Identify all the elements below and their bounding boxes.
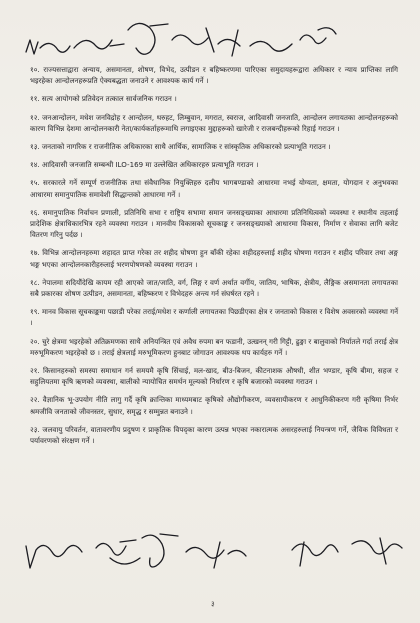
demands-list	[30, 64, 398, 453]
list-item: २१. किसानहरुको समस्या समाधान गर्न समयमै कृषि सिंचाई, मल-खाद, बीउ-बिजन, कीटनाशक औषधी, शीत भण्डार, कृषि बीमा, सहज र सहुलियतमा कृषि ऋणको व्यवस्था, बालीको न्यायोचित समर्थन मूल्यको निर्धारण र कृषि बजारको व्यवस्था गराउन ।	[30, 366, 398, 387]
item-number: २०	[30, 336, 38, 346]
item-number: २३	[30, 424, 38, 434]
item-text: समानुपातिक निर्वाचन प्रणाली, प्रतिनिधि सभा र राष्ट्रिय सभामा समान जनसङ्ख्याका आधारमा प्रतिनिधित्वको व्यवस्था र स्थानीय तहलाई प्रादेशिक क्षेत्राधिकारभित्र रहने व्यवस्था गराउन । मानवीय विकासको सूचकाङ्क र जनसङ्ख्याको आधारमा विकास, निर्माण र सेवाका लागि बजेट वितरण गरिनु पर्दछ ।	[30, 207, 398, 240]
item-text: जलवायु परिवर्तन, वातावरणीय प्रदुषण र प्राकृतिक विपद्का कारण उत्पन्न भएका नकारात्मक असरहरुलाई नियन्त्रण गर्ने, जैविक विविधता र पर्यावरणको संरक्षण गर्ने ।	[30, 424, 398, 446]
item-text: जनताको नागरिक र राजनीतिक अधिकारका साथै आर्थिक, सामाजिक र सांस्कृतिक अधिकारको प्रत्याभूति गराउन ।	[41, 142, 331, 152]
item-number: १३	[30, 142, 38, 152]
item-text: सत्य आयोगको प्रतिवेदन तत्काल सार्वजनिक गराउन ।	[41, 94, 177, 104]
item-number: २२	[30, 395, 38, 405]
item-text: राज्यसत्ताद्वारा अन्याय, असमानता, शोषण, विभेद, उत्पीडन र बहिष्करणमा पारिएका समुदायहरूद्वारा अधिकार र न्याय प्राप्तिका लागि भइरहेका आन्दोलनहरूप्रति ऐक्यबद्धता जनाउने र आवश्यक कार्य गर्ने ।	[30, 65, 398, 86]
list-item: १५. सरकारले गर्ने सम्पूर्ण राजनीतिक तथा संवैधानिक नियुक्तिहरु दलीय भागबण्डाको आधारमा नभई योग्यता, क्षमता, योगदान र अनुभवका आधारमा समानुपातिक समावेशी सिद्धान्तको आधारमा गर्ने ।	[30, 178, 398, 199]
list-item: १८. नेपालमा सदियौंदेखि कायम रही आएको जात/जाति, वर्ग, लिङ्ग र वर्ण अर्थात वर्गीय, जातिय, भाषिक, क्षेत्रीय, लैङ्गिक असमानता लगायतका सबै प्रकारका शोषण उत्पीडन, असमानता, बहिष्करण र विभेदहरु अन्त्य गर्न संघर्षरत रहने ।	[30, 277, 398, 299]
item-number: १२	[30, 112, 38, 122]
item-number: १५	[30, 178, 38, 188]
item-number: १९	[30, 307, 38, 317]
item-number: १६	[30, 207, 38, 217]
item-text: सरकारले गर्ने सम्पूर्ण राजनीतिक तथा संवैधानिक नियुक्तिहरु दलीय भागबण्डाको आधारमा नभई योग्यता, क्षमता, योगदान र अनुभवका आधारमा समानुपातिक समावेशी सिद्धान्तको आधारमा गर्ने ।	[30, 178, 398, 199]
item-text: जनआन्दोलन, मधेश जनविद्रोह र आन्दोलन, थरुहट, लिम्बुवान, मगरात, स्वराज, आदिवासी जनजाति, आन्दोलन लगायतका आन्दोलनहरूको कारण विभिन्न देशमा आन्दोलनकारी नेता/कार्यकर्ताहरूमाथि लगाइएका मुद्दाहरूको खारेजी र राजबन्दीहरूको रिहाई गराउन ।	[30, 112, 398, 133]
item-text: मानव विकास सूचकाङ्कमा पछाडी परेका तराई/मधेश र कर्णाली लगायतका पिछडीएका क्षेत्र र जनताको विकास र विशेष अवसरको व्यवस्था गर्ने ।	[30, 307, 399, 328]
list-item: १३. जनताको नागरिक र राजनीतिक अधिकारका साथै आर्थिक, सामाजिक र सांस्कृतिक अधिकारको प्रत्याभूति गराउन ।	[30, 142, 331, 152]
item-text: वैज्ञानिक भू-उपयोग नीति लागु गर्दै कृषि क्रान्तिका माध्यमबाट कृषिको औद्योगीकरण, व्यवसायीकरण र आधुनिकीकरण गरी कृषिमा निर्भर श्रमजीवि जनताको जीवनस्तर, सुधार, समृद्ध र सम्मुन्नत बनाउने ।	[30, 395, 398, 416]
item-number: १८	[30, 277, 38, 287]
item-number: ११	[30, 94, 38, 104]
item-number: १४	[30, 160, 38, 170]
list-item: २२. वैज्ञानिक भू-उपयोग नीति लागु गर्दै कृषि क्रान्तिका माध्यमबाट कृषिको औद्योगीकरण, व्यवसायीकरण र आधुनिकीकरण गरी कृषिमा निर्भर श्रमजीवि जनताको जीवनस्तर, सुधार, समृद्ध र सम्मुन्नत बनाउने ।	[30, 395, 398, 416]
list-item: २३. जलवायु परिवर्तन, वातावरणीय प्रदुषण र प्राकृतिक विपद्का कारण उत्पन्न भएका नकारात्मक असरहरुलाई नियन्त्रण गर्ने, जैविक विविधता र पर्यावरणको संरक्षण गर्ने ।	[30, 424, 398, 446]
list-item: १९. मानव विकास सूचकाङ्कमा पछाडी परेका तराई/मधेश र कर्णाली लगायतका पिछडीएका क्षेत्र र जनताको विकास र विशेष अवसरको व्यवस्था गर्ने ।	[30, 307, 399, 328]
bottom-signatures	[0, 528, 420, 623]
item-number: १०	[30, 65, 38, 74]
item-text: आदिवासी जनजाति सम्बन्धी ILO-169 मा उल्लेखित अधिकारहरु प्रत्याभूति गराउन ।	[41, 160, 259, 170]
list-item: १४. आदिवासी जनजाति सम्बन्धी ILO-169 मा उल्लेखित अधिकारहरु प्रत्याभूति गराउन ।	[30, 160, 259, 170]
list-item: ११. सत्य आयोगको प्रतिवेदन तत्काल सार्वजनिक गराउन ।	[30, 94, 177, 104]
item-text: चुरे क्षेत्रमा भइरहेको अतिक्रमणका साथै अनियन्त्रित एवं अवैध रुपमा बन फडानी, उत्खनन् गरी गिट्टी, ढुङ्गा र बालुवाको निर्यातले गर्दा तराई क्षेत्र मरुभूमिकरण भइरहेको छ । तराई क्षेत्रलाई मरुभूमिकरण हुनबाट जोगाउन आवश्यक थप कार्यहरु गर्ने ।	[30, 336, 398, 357]
item-text: नेपालमा सदियौंदेखि कायम रही आएको जात/जाति, वर्ग, लिङ्ग र वर्ण अर्थात वर्गीय, जातिय, भाषिक, क्षेत्रीय, लैङ्गिक असमानता लगायतका सबै प्रकारका शोषण उत्पीडन, असमानता, बहिष्करण र विभेदहरु अन्त्य गर्न संघर्षरत रहने ।	[30, 277, 398, 299]
item-text: किसानहरुको समस्या समाधान गर्न समयमै कृषि सिंचाई, मल-खाद, बीउ-बिजन, कीटनाशक औषधी, शीत भण्डार, कृषि बीमा, सहज र सहुलियतमा कृषि ऋणको व्यवस्था, बालीको न्यायोचित समर्थन मूल्यको निर्धारण र कृषि बजारको व्यवस्था गराउन ।	[30, 366, 398, 387]
item-text: विभिन्न आन्दोलनहरुमा शहादत प्राप्त गरेका तर शहीद घोषणा हुन बाँकी रहेका शहीदहरुलाई शहीद घोषणा गराउन र शहीद परिवार तथा अङ्ग भङ्ग भएका आन्दोलनकारीहरुलाई भरणपोषणको व्यवस्था गराउन ।	[30, 248, 398, 269]
list-item: १७. विभिन्न आन्दोलनहरुमा शहादत प्राप्त गरेका तर शहीद घोषणा हुन बाँकी रहेका शहीदहरुलाई शहीद घोषणा गराउन र शहीद परिवार तथा अङ्ग भङ्ग भएका आन्दोलनकारीहरुलाई भरणपोषणको व्यवस्था गराउन ।	[30, 248, 398, 269]
page-number: ३	[211, 600, 215, 608]
list-item: १०. राज्यसत्ताद्वारा अन्याय, असमानता, शोषण, विभेद, उत्पीडन र बहिष्करणमा पारिएका समुदायहरूद्वारा अधिकार र न्याय प्राप्तिका लागि भइरहेका आन्दोलनहरूप्रति ऐक्यबद्धता जनाउने र आवश्यक कार्य गर्ने ।	[30, 65, 398, 86]
item-number: २१	[30, 366, 38, 376]
list-item: १२. जनआन्दोलन, मधेश जनविद्रोह र आन्दोलन, थरुहट, लिम्बुवान, मगरात, स्वराज, आदिवासी जनजाति, आन्दोलन लगायतका आन्दोलनहरूको कारण विभिन्न देशमा आन्दोलनकारी नेता/कार्यकर्ताहरूमाथि लगाइएका मुद्दाहरूको खारेजी र राजबन्दीहरूको रिहाई गराउन ।	[30, 112, 398, 133]
list-item: १६. समानुपातिक निर्वाचन प्रणाली, प्रतिनिधि सभा र राष्ट्रिय सभामा समान जनसङ्ख्याका आधारमा प्रतिनिधित्वको व्यवस्था र स्थानीय तहलाई प्रादेशिक क्षेत्राधिकारभित्र रहने व्यवस्था गराउन । मानवीय विकासको सूचकाङ्क र जनसङ्ख्याको आधारमा विकास, निर्माण र सेवाका लागि बजेट वितरण गरिनु पर्दछ ।	[30, 207, 398, 240]
item-number: १७	[30, 248, 38, 258]
list-item: २०. चुरे क्षेत्रमा भइरहेको अतिक्रमणका साथै अनियन्त्रित एवं अवैध रुपमा बन फडानी, उत्खनन् गरी गिट्टी, ढुङ्गा र बालुवाको निर्यातले गर्दा तराई क्षेत्र मरुभूमिकरण भइरहेको छ । तराई क्षेत्रलाई मरुभूमिकरण हुनबाट जोगाउन आवश्यक थप कार्यहरु गर्ने ।	[30, 336, 398, 357]
